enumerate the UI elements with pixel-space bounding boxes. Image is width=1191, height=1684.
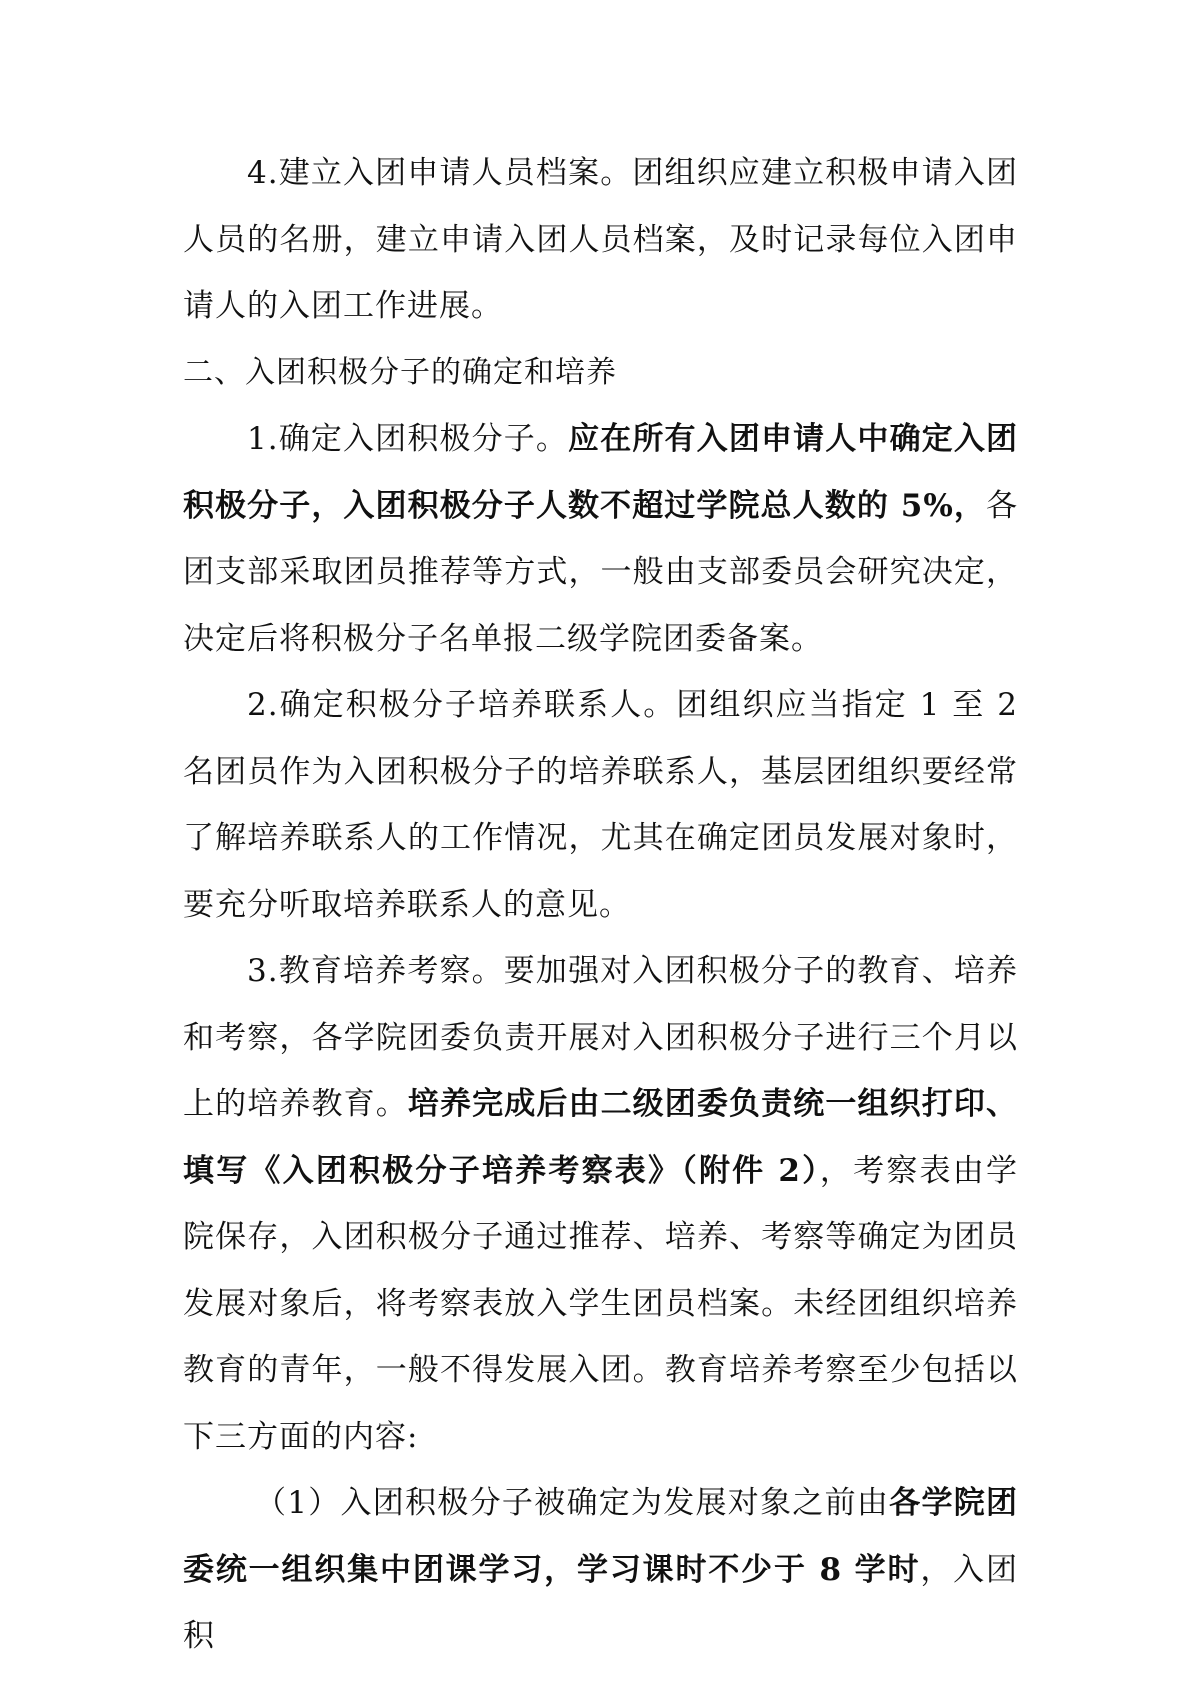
bold-requirement: 培养完成后由二级团委负责统一组织打印、填写《入团积极分子培养考察表》（附件 2） [183,1086,1019,1189]
item-text: （1）入团积极分子被确定为发展对象之前由 [255,1485,890,1521]
item-text-continued: ，入团积 [183,1551,1019,1654]
item-text: 各团支部采取团员推荐等方式，一般由支部委员会研究决定，决定后将积极分子名单报二级学院团委备案。 [183,487,1018,657]
section-heading: 二、入团积极分子的确定和培养 [183,354,617,390]
paragraph-contact-person: 2.确定积极分子培养联系人。团组织应当指定 1 至 2 名团员作为入团积极分子的培养联系人，基层团组织要经常了解培养联系人的工作情况，尤其在确定团员发展对象时，要充分听取培养联系人的意见。 [183,687,1018,923]
item-title: 1.确定入团积极分子。 [247,421,569,457]
bold-requirement: 应在所有入团申请人中确定入团积极分子，入团积极分子人数不超过学院总人数的 5%， [183,421,1019,524]
item-text-continued: ，考察表由学院保存，入团积极分子通过推荐、培养、考察等确定为团员发展对象后，将考察表放入学生团员档案。未经团组织培养教育的青年，一般不得发展入团。教育培养考察至少包括以下三方面的内容: [183,1152,1018,1455]
paragraph-determine-activists [183,406,1018,672]
bold-requirement: 各学院团委统一组织集中团课学习，学习课时不少于 8 学时 [183,1485,1018,1588]
paragraph-education-training [183,938,1018,1470]
paragraph-archive: 4.建立入团申请人员档案。团组织应建立积极申请入团人员的名册，建立申请入团人员档案，及时记录每位入团申请人的入团工作进展。 [183,155,1018,324]
item-text: 3.教育培养考察。要加强对入团积极分子的教育、培养和考察，各学院团委负责开展对入团积极分子进行三个月以上的培养教育。 [183,953,1018,1122]
paragraph-subitem-1 [183,1470,1018,1670]
document-page [183,140,1018,1670]
